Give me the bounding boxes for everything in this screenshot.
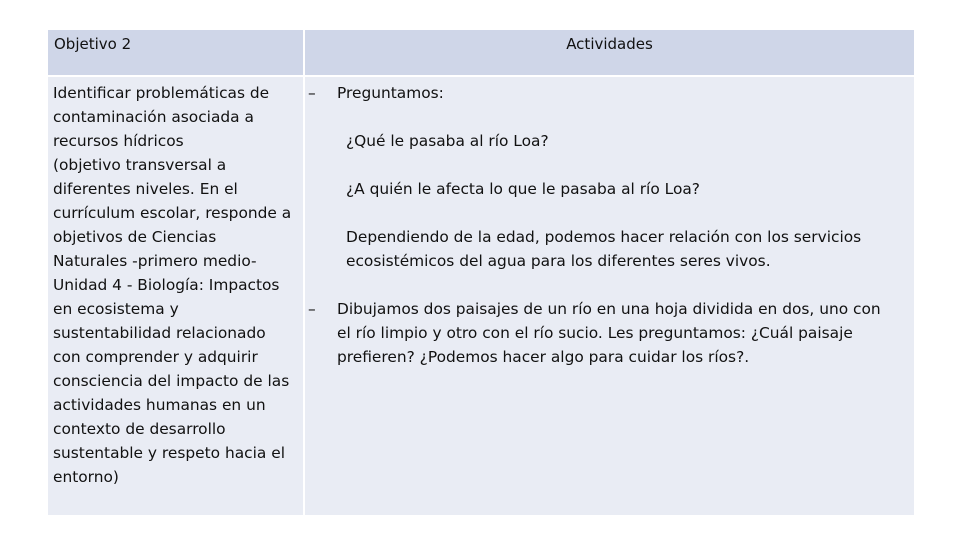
question-1: ¿Qué le pasaba al río Loa? bbox=[346, 132, 549, 150]
bullet-dash: – bbox=[308, 300, 316, 318]
bullet-dash: – bbox=[308, 84, 316, 102]
question-2: ¿A quién le afecta lo que le pasaba al río Loa? bbox=[346, 180, 700, 198]
bullet-preguntamos: Preguntamos: bbox=[337, 84, 444, 102]
objective-text: Identificar problemáticas de contaminación asociada a recursos hídricos (objetivo transversal a diferentes niveles. En el currículum escolar, responde a objetivos de Ciencias Naturales -primero medio- Unidad 4 - Biología: Impactos en ecosistema y sustentabilidad relacionado con comprender y adquirir consciencia del impacto de las actividades humanas en un contexto de desarrollo sustentable y respeto hacia el entorno) bbox=[53, 84, 292, 486]
header-cell-objective bbox=[48, 30, 305, 77]
header-activities-label: Actividades bbox=[566, 35, 653, 53]
objective-activities-table bbox=[48, 30, 914, 515]
question-3: Dependiendo de la edad, podemos hacer relación con los servicios ecosistémicos del agua para los diferentes seres vivos. bbox=[346, 228, 862, 270]
objective-cell bbox=[48, 77, 305, 515]
bullet-dibujamos: Dibujamos dos paisajes de un río en una hoja dividida en dos, uno con el río limpio y otro con el río sucio. Les preguntamos: ¿Cuál paisaje prefieren? ¿Podemos hacer algo para cuidar los ríos?. bbox=[337, 300, 881, 366]
header-cell-activities bbox=[305, 30, 914, 77]
header-objective-label: Objetivo 2 bbox=[54, 35, 132, 53]
activities-cell bbox=[305, 77, 914, 515]
